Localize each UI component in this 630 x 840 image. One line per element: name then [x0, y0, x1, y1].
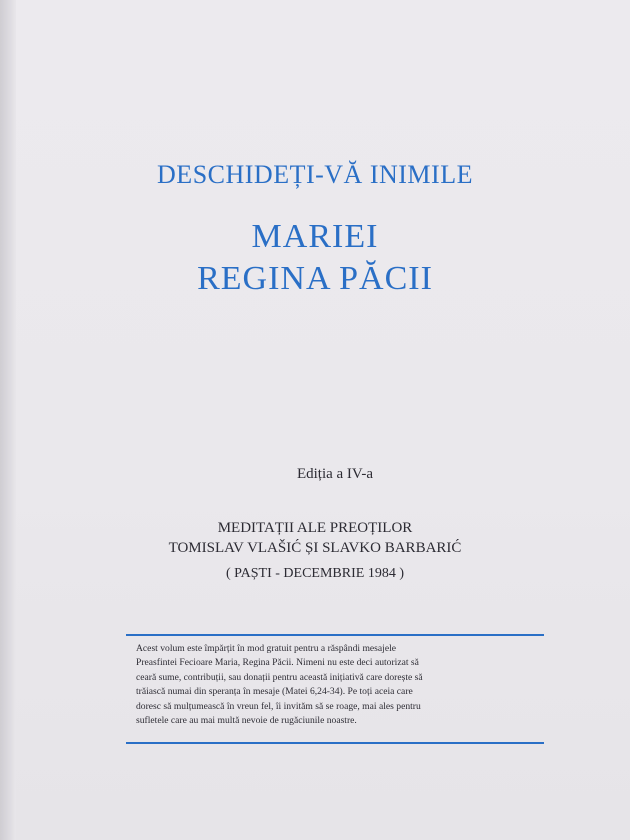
- subtitle-line-2: TOMISLAV VLAŠIĆ ȘI SLAVKO BARBARIĆ: [168, 540, 462, 556]
- notice-line: Acest volum este împărțit în mod gratuit pentru a răspândi mesajele: [136, 643, 397, 654]
- notice-line: Preasfintei Fecioare Maria, Regina Păcii. Nimeni nu este deci autorizat să: [136, 657, 419, 669]
- edition-label: Ediția a IV-a: [296, 466, 374, 482]
- cover-title-line-2: REGINA PĂCII: [197, 260, 433, 297]
- cover-supertitle: DESCHIDEȚI-VĂ INIMILE: [157, 160, 473, 189]
- notice-line: trăiască numai din speranța în mesaje (Matei 6,24-34). Pe toți aceia care: [136, 686, 413, 698]
- subtitle-date-range: ( PAȘTI - DECEMBRIE 1984 ): [226, 566, 404, 581]
- subtitle-line-1: MEDITAȚII ALE PREOȚILOR: [217, 520, 413, 536]
- notice-line: ceară sume, contribuții, sau donații pentru această inițiativă care dorește să: [136, 671, 423, 683]
- notice-line: sufletele care au mai multă nevoie de rugăciunile noastre.: [136, 715, 357, 727]
- notice-top-rule: [126, 634, 544, 636]
- distribution-notice: [136, 642, 536, 728]
- cover-spine-edge: [0, 0, 16, 840]
- cover-title-line-1: MARIEI: [251, 218, 379, 255]
- notice-line: doresc să mulțumească în vreun fel, îi invităm să se roage, mai ales pentru: [136, 700, 421, 712]
- notice-bottom-rule: [126, 742, 544, 744]
